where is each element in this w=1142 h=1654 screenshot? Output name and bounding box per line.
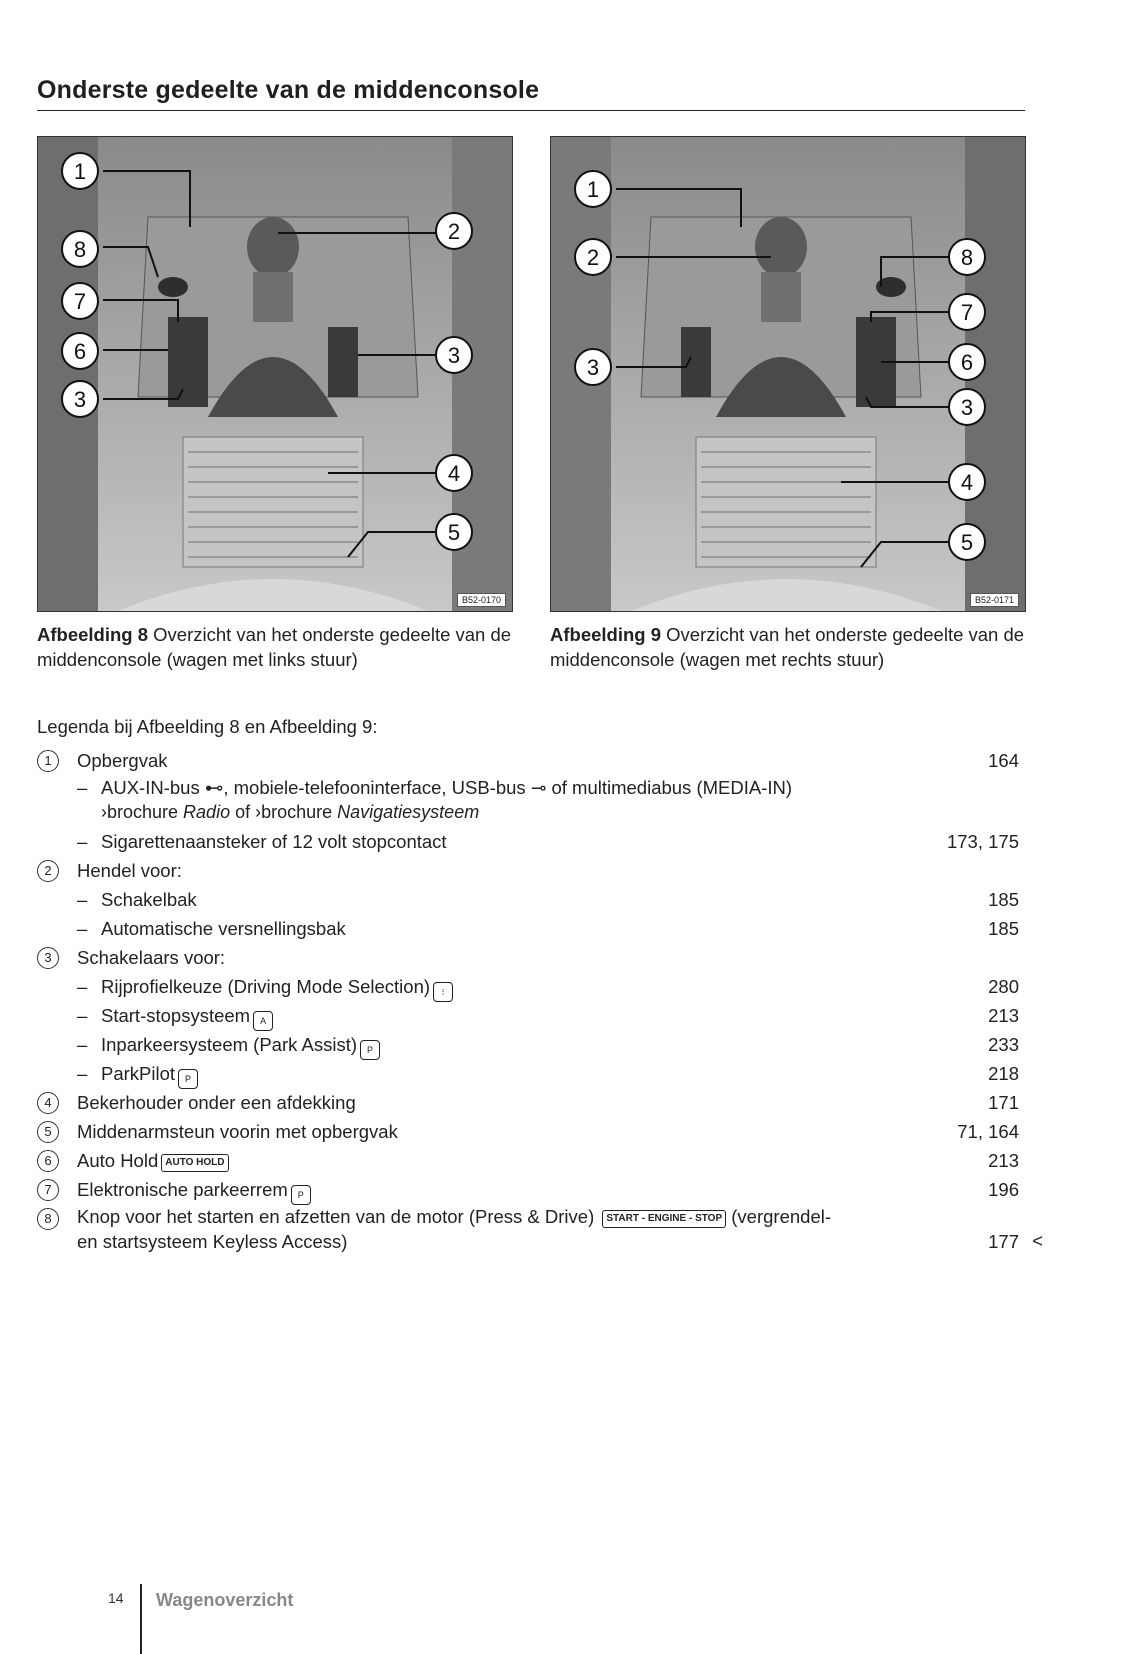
legend-subitem: – Schakelbak 185: [37, 885, 1043, 914]
driving-mode-icon: ⁝: [433, 982, 453, 1002]
page-ref: 280: [988, 976, 1019, 997]
legend-label: Middenarmsteun voorin met opbergvak: [77, 1121, 398, 1142]
page-ref: 173, 175: [946, 831, 1019, 852]
legend-item: 8 Knop voor het starten en afzetten van de motor (Press & Drive) START - ENGINE - STOP (vergrendel- en startsysteem Keyless Access) 177 <: [37, 1204, 1043, 1256]
legend-number: 8: [37, 1208, 59, 1230]
legend-item: [37, 1088, 1043, 1117]
legend-number: 7: [37, 1179, 59, 1201]
caption-label: Afbeelding 8: [37, 624, 149, 645]
legend-subitem: – AUX-IN-bus ⊷, mobiele-telefooninterface, USB-bus ⊸ of multimediabus (MEDIA-IN) ›brochure Radio of ›brochure Navigatiesysteem: [37, 775, 1043, 827]
legend-intro: Legenda bij Afbeelding 8 en Afbeelding 9:: [37, 716, 378, 737]
figure-8-caption: [37, 622, 517, 672]
legend-number: 5: [37, 1121, 59, 1143]
brochure-reference: ›brochure Radio of ›brochure Navigatiesysteem: [101, 802, 480, 822]
callout-2: 2: [447, 219, 461, 244]
page-ref: 233: [988, 1034, 1019, 1055]
legend-item: [37, 1146, 1043, 1175]
legend-label: AUX-IN-bus ⊷, mobiele-telefooninterface, USB-bus ⊸ of multimediabus (MEDIA-IN): [101, 777, 793, 798]
legend-subitem: – ParkPilot P 218: [37, 1059, 1043, 1088]
legend-item: [37, 1117, 1043, 1146]
callout-8: 8: [960, 245, 974, 270]
legend-item: [37, 856, 1043, 885]
page-title: Onderste gedeelte van de middenconsole: [37, 76, 540, 104]
footer-divider: [140, 1584, 142, 1654]
page-ref: 196: [988, 1179, 1019, 1200]
legend-subitem: – Automatische versnellingsbak 185: [37, 914, 1043, 943]
page-number: 14: [108, 1590, 124, 1606]
legend-subitem: – Sigarettenaansteker of 12 volt stopcontact 173, 175: [37, 827, 1043, 856]
caption-text: Overzicht van het onderste gedeelte van de middenconsole (wagen met links stuur): [37, 624, 512, 670]
section-name: Wagenoverzicht: [156, 1590, 294, 1610]
legend-label: Knop voor het starten en afzetten van de motor (Press & Drive): [77, 1206, 595, 1227]
start-engine-stop-key: START - ENGINE - STOP: [602, 1210, 726, 1228]
legend-subitem: – Rijprofielkeuze (Driving Mode Selection) ⁝ 280: [37, 972, 1043, 1001]
callout-8: 8: [73, 237, 87, 262]
page-ref: 185: [988, 889, 1019, 910]
legend-label: Schakelbak: [101, 889, 197, 910]
page-ref: 71, 164: [957, 1121, 1019, 1142]
page-ref: 177: [988, 1231, 1019, 1252]
callout-7: 7: [73, 289, 87, 314]
start-stop-icon: A: [253, 1011, 273, 1031]
legend-label: Opbergvak: [77, 750, 168, 771]
legend-label: Schakelaars voor:: [77, 947, 226, 968]
legend-item: [37, 1175, 1043, 1204]
parkpilot-icon: P: [178, 1069, 198, 1089]
callout-7: 7: [960, 300, 974, 325]
legend-item: [37, 943, 1043, 972]
page-ref: 164: [988, 750, 1019, 771]
figure-8-image: [37, 136, 513, 612]
legend-label: Inparkeersysteem (Park Assist): [101, 1034, 357, 1055]
legend-list: [37, 746, 1043, 1256]
usb-icon: ⊸: [530, 777, 547, 798]
legend-label: Bekerhouder onder een afdekking: [77, 1092, 356, 1113]
legend-item: [37, 746, 1043, 775]
callout-2: 2: [586, 245, 600, 270]
callout-4: 4: [960, 470, 974, 495]
legend-number: 2: [37, 860, 59, 882]
callout-3: 3: [447, 343, 461, 368]
callout-3: 3: [586, 355, 600, 380]
legend-number: 6: [37, 1150, 59, 1172]
callout-4: 4: [447, 461, 461, 486]
callout-1: 1: [586, 177, 600, 202]
legend-label: ParkPilot: [101, 1063, 176, 1084]
parking-brake-icon: P: [291, 1185, 311, 1205]
callout-1: 1: [73, 159, 87, 184]
legend-label: Auto Hold: [77, 1150, 159, 1171]
page-ref: 213: [988, 1005, 1019, 1026]
callout-3: 3: [960, 395, 974, 420]
caption-label: Afbeelding 9: [550, 624, 662, 645]
figure-9-image: [550, 136, 1026, 612]
callout-5: 5: [447, 520, 461, 545]
legend-subitem: – Inparkeersysteem (Park Assist) P 233: [37, 1030, 1043, 1059]
auto-hold-key: AUTO HOLD: [161, 1154, 228, 1172]
legend-label: Start-stopsysteem: [101, 1005, 251, 1026]
legend-label: Elektronische parkeerrem: [77, 1179, 288, 1200]
legend-number: 3: [37, 947, 59, 969]
caption-text: Overzicht van het onderste gedeelte van de middenconsole (wagen met rechts stuur): [550, 624, 1025, 670]
aux-icon: ⊷: [204, 777, 224, 798]
continued-marker: <: [1032, 1230, 1043, 1251]
page-ref: 218: [988, 1063, 1019, 1084]
figure-code: B52-0170: [457, 593, 506, 607]
legend-number: 4: [37, 1092, 59, 1114]
legend-label: Sigarettenaansteker of 12 volt stopcontact: [101, 831, 447, 852]
callout-5: 5: [960, 530, 974, 555]
figure-code: B52-0171: [970, 593, 1019, 607]
legend-label-continued: en startsysteem Keyless Access): [77, 1231, 348, 1252]
page-ref: 213: [988, 1150, 1019, 1171]
park-assist-icon: P: [360, 1040, 380, 1060]
figure-9-caption: [550, 622, 1030, 672]
legend-number: 1: [37, 750, 59, 772]
legend-subitem: – Start-stopsysteem A 213: [37, 1001, 1043, 1030]
legend-label: Rijprofielkeuze (Driving Mode Selection): [101, 976, 431, 997]
callout-6: 6: [960, 350, 974, 375]
legend-label: Automatische versnellingsbak: [101, 918, 346, 939]
title-rule: [37, 110, 1025, 111]
callout-3: 3: [73, 387, 87, 412]
legend-label: Hendel voor:: [77, 860, 182, 881]
page-ref: 185: [988, 918, 1019, 939]
callout-6: 6: [73, 339, 87, 364]
page-ref: 171: [988, 1092, 1019, 1113]
